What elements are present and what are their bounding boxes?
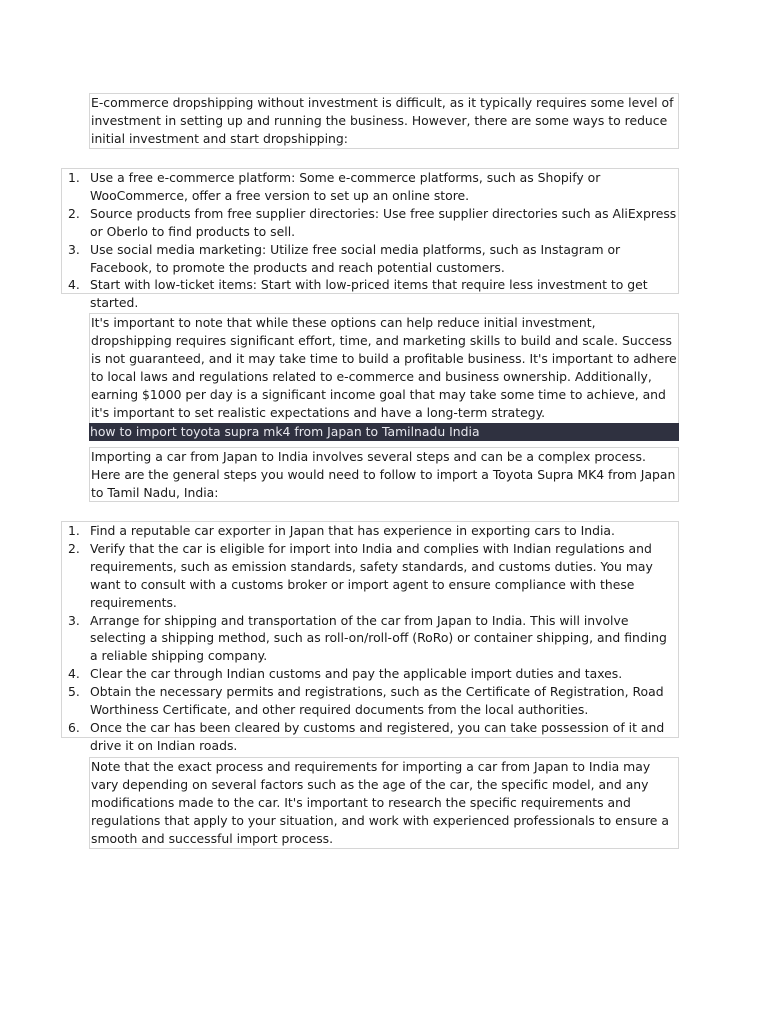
import-steps-box [61,521,679,753]
list-item-text: Clear the car through Indian customs and pay the applicable import duties and taxes. [90,666,623,682]
list-item-text: Source products from free supplier directories: Use free supplier directories such as AliExpress or Oberlo to find products to sell. [90,205,677,239]
list-item-text: Arrange for shipping and transportation of the car from Japan to India. This will involve selecting a shipping method, such as roll-on/roll-off (RoRo) or container shipping, and finding a reliable shipping company. [90,612,667,664]
intro-paragraph-box [89,93,679,149]
list-item [62,522,678,540]
list-item [62,719,678,755]
list-number: 2. [68,205,80,221]
list-item [62,276,678,312]
list-number: 5. [68,684,80,700]
list-item [62,612,678,666]
list-number: 2. [68,540,80,556]
list-item [62,540,678,612]
list-item-text: Find a reputable car exporter in Japan that has experience in exporting cars to India. [90,523,615,538]
list-number: 1. [68,170,80,185]
list-number: 1. [68,523,80,538]
list-item-text: Obtain the necessary permits and registrations, such as the Certificate of Registration, Road Worthiness Certificate, and other required documents from the local authorities. [90,684,664,718]
import-steps-list [62,522,678,755]
note-paragraph: It's important to note that while these options can help reduce initial investment, dropshipping requires significant effort, time, and marketing skills to build and scale. Success is not guaranteed, and it may take time to build a profitable business. It's important to adhere to local laws and regulations related to e-commerce and business ownership. Additionally, earning $1000 per day is a significant income goal that may take some time to achieve, and it's important to set realistic expectations and have a long-term strategy. [91,315,677,420]
import-intro-paragraph: Importing a car from Japan to India involves several steps and can be a complex process. Here are the general steps you would need to follow to import a Toyota Supra MK4 from Japan to Tamil Nadu, India: [91,449,676,500]
list-item-text: Use a free e-commerce platform: Some e-commerce platforms, such as Shopify or WooCommerce, offer a free version to set up an online store. [90,170,601,203]
list-number: 4. [68,277,80,293]
list-item-text: Start with low-ticket items: Start with low-priced items that require less investment to get started. [90,277,648,311]
note-paragraph-box [89,313,679,424]
ways-list-box [61,168,679,311]
list-number: 6. [68,719,80,735]
final-note-paragraph: Note that the exact process and requirements for importing a car from Japan to India may vary depending on several factors such as the age of the car, the specific model, and any modifications made to the car. It's important to research the specific requirements and regulations that apply to your situation, and work with experienced professionals to ensure a smooth and successful import process. [91,759,669,846]
list-item [62,665,678,683]
list-number: 3. [68,612,80,628]
list-item-text: Verify that the car is eligible for import into India and complies with Indian regulations and requirements, such as emission standards, safety standards, and customs duties. You may want to consult with a customs broker or import agent to ensure compliance with these requirements. [90,540,653,610]
list-number: 4. [68,666,80,682]
import-intro-box [89,447,679,502]
final-note-box [89,757,679,849]
list-item [62,683,678,719]
list-item-text: Once the car has been cleared by customs and registered, you can take possession of it and drive it on Indian roads. [90,719,665,753]
list-item [62,241,678,277]
list-item [62,205,678,241]
list-item [62,169,678,205]
list-item-text: Use social media marketing: Utilize free social media platforms, such as Instagram or Facebook, to promote the products and reach potential customers. [90,241,621,275]
intro-paragraph: E-commerce dropshipping without investment is difficult, as it typically requires some level of investment in setting up and running the business. However, there are some ways to reduce initial investment and start dropshipping: [91,95,674,146]
ways-list [62,169,678,312]
list-number: 3. [68,241,80,257]
user-prompt: how to import toyota supra mk4 from Japan to Tamilnadu India [89,423,679,441]
